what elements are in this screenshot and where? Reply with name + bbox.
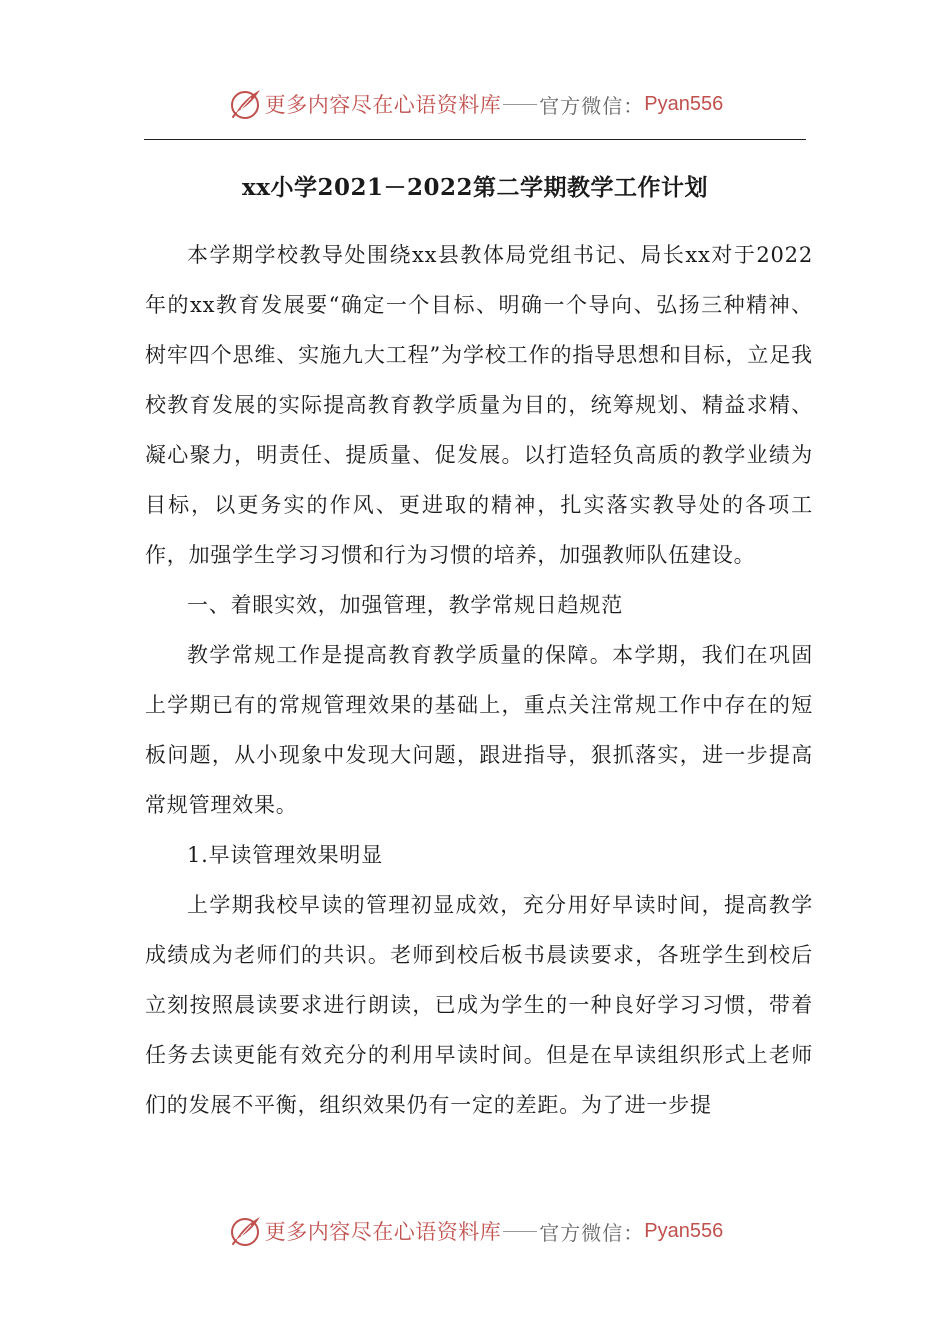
section-heading-1: 一、着眼实效，加强管理，教学常规日趋规范	[187, 593, 623, 617]
banner-official-label: 官方微信：	[539, 93, 645, 118]
banner-wechat-id: Pyan556	[644, 1219, 724, 1242]
banner-brand-text: 更多内容尽在心语资料库	[264, 1220, 502, 1244]
quill-pen-logo-icon	[227, 1213, 263, 1249]
header-banner	[0, 84, 950, 124]
document-title: xx小学2021－2022第二学期教学工作计划	[242, 174, 708, 201]
quill-pen-logo-icon	[227, 86, 263, 122]
banner-brand-text: 更多内容尽在心语资料库	[264, 93, 502, 117]
banner-dash	[503, 104, 537, 105]
paragraph-routine: 教学常规工作是提高教育教学质量的保障。本学期，我们在巩固上学期已有的常规管理效果的基础上，重点关注常规工作中存在的短板问题，从小现象中发现大问题，跟进指导，狠抓落实，进一步提高常规管理效果。	[145, 643, 813, 817]
subsection-heading-1: 1.早读管理效果明显	[187, 843, 384, 867]
paragraph-morning-reading: 上学期我校早读的管理初显成效，充分用好早读时间，提高教学成绩成为老师们的共识。老师到校后板书晨读要求，各班学生到校后立刻按照晨读要求进行朗读，已成为学生的一种良好学习习惯，带着任务去读更能有效充分的利用早读时间。但是在早读组织形式上老师们的发展不平衡，组织效果仍有一定的差距。为了进一步提	[145, 893, 813, 1117]
document-body	[145, 230, 813, 1130]
banner-official-label: 官方微信：	[539, 1220, 645, 1245]
header-divider	[144, 139, 806, 140]
paragraph-intro: 本学期学校教导处围绕xx县教体局党组书记、局长xx对于2022年的xx教育发展要“确定一个目标、明确一个导向、弘扬三种精神、树牢四个思维、实施九大工程”为学校工作的指导思想和目标，立足我校教育发展的实际提高教育教学质量为目的，统筹规划、精益求精、凝心聚力，明责任、提质量、促发展。以打造轻负高质的教学业绩为目标，以更务实的作风、更进取的精神，扎实落实教导处的各项工作，加强学生学习习惯和行为习惯的培养，加强教师队伍建设。	[145, 243, 813, 567]
banner-wechat-id: Pyan556	[644, 92, 724, 115]
banner-dash	[503, 1231, 537, 1232]
footer-banner	[0, 1211, 950, 1251]
